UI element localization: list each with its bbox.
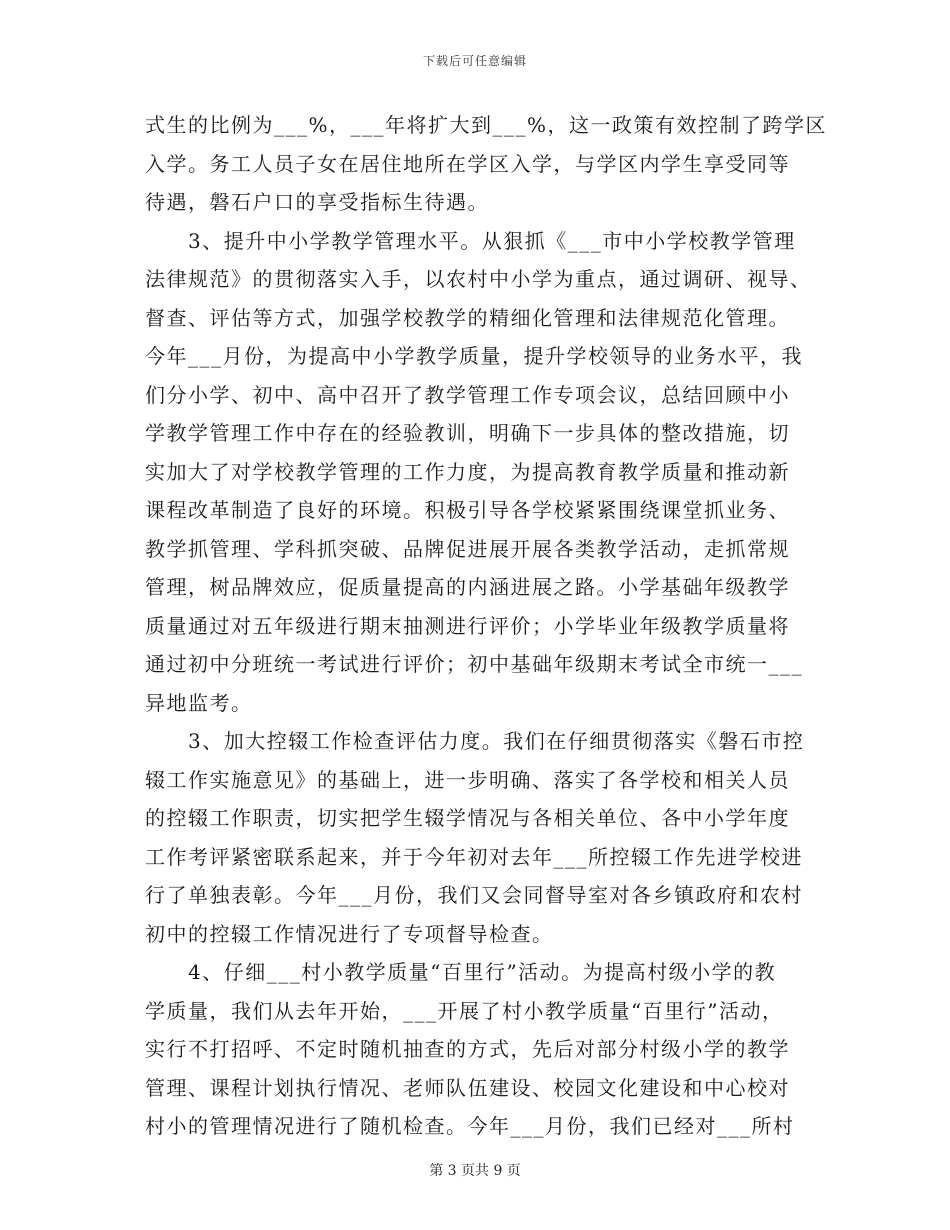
- text-line: 教学抓管理、学科抓突破、品牌促进展开展各类教学活动，走抓常规: [145, 536, 790, 561]
- text-line: 实行不打招呼、不定时随机抽查的方式，先后对部分村级小学的教学: [145, 1037, 790, 1061]
- text-line: 质量通过对五年级进行期末抽测进行评价；小学毕业年级教学质量将: [145, 613, 790, 638]
- text-line: 的控辍工作职责，切实把学生辍学情况与各相关单位、各中小学年度: [145, 806, 790, 830]
- text-line: 行了单独表彰。今年___月份，我们又会同督导室对各乡镇政府和农村: [145, 883, 803, 907]
- text-line: 村小的管理情况进行了随机检查。今年___月份，我们已经对___所村: [145, 1114, 795, 1138]
- text-line: 异地监考。: [145, 690, 253, 715]
- text-line: 3、加大控辍工作检查评估力度。我们在仔细贯彻落实《磐石市控: [145, 729, 805, 753]
- text-line: 课程改革制造了良好的环境。积极引导各学校紧紧围绕课堂抓业务、: [145, 498, 790, 522]
- text-line: 学教学管理工作中存在的经验教训，明确下一步具体的整改措施，切: [145, 421, 790, 445]
- text-line: 辍工作实施意见》的基础上，进一步明确、落实了各学校和相关人员: [145, 767, 790, 792]
- text-line: 入学。务工人员子女在居住地所在学区入学，与学区内学生享受同等: [145, 151, 790, 176]
- text-line: 通过初中分班统一考试进行评价；初中基础年级期末考试全市统一___: [145, 652, 803, 676]
- document-body: [145, 106, 828, 1146]
- text-line: 工作考评紧密联系起来，并于今年初对去年___所控辍工作先进学校进: [145, 844, 803, 869]
- text-line: 管理，树品牌效应，促质量提高的内涵进展之路。小学基础年级教学: [145, 575, 790, 599]
- text-line: 法律规范》的贯彻落实入手，以农村中小学为重点，通过调研、视导、: [145, 267, 812, 291]
- text-line: 3、提升中小学教学管理水平。从狠抓《___市中小学校教学管理: [145, 228, 796, 253]
- text-line: 4、仔细___村小教学质量“百里行”活动。为提高村级小学的教: [145, 960, 777, 984]
- text-line: 督查、评估等方式，加强学校教学的精细化管理和法律规范化管理。: [145, 305, 790, 330]
- text-line: 们分小学、初中、高中召开了教学管理工作专项会议，总结回顾中小: [145, 382, 790, 407]
- text-line: 式生的比例为___%，___年将扩大到___%，这一政策有效控制了跨学区: [145, 113, 828, 137]
- text-line: 学质量，我们从去年开始，___开展了村小教学质量“百里行”活动，: [145, 998, 784, 1023]
- text-line: 今年___月份，为提高中小学教学质量，提升学校领导的业务水平，我: [145, 344, 803, 368]
- page-header: 下载后可任意编辑: [422, 54, 527, 68]
- text-line: 管理、课程计划执行情况、老师队伍建设、校园文化建设和中心校对: [145, 1075, 790, 1100]
- text-line: 待遇，磐石户口的享受指标生待遇。: [145, 190, 489, 214]
- text-line: 实加大了对学校教学管理的工作力度，为提高教育教学质量和推动新: [145, 459, 790, 484]
- page-number-footer: 第 3 页共 9 页: [429, 1163, 521, 1179]
- text-line: 初中的控辍工作情况进行了专项督导检查。: [145, 921, 554, 946]
